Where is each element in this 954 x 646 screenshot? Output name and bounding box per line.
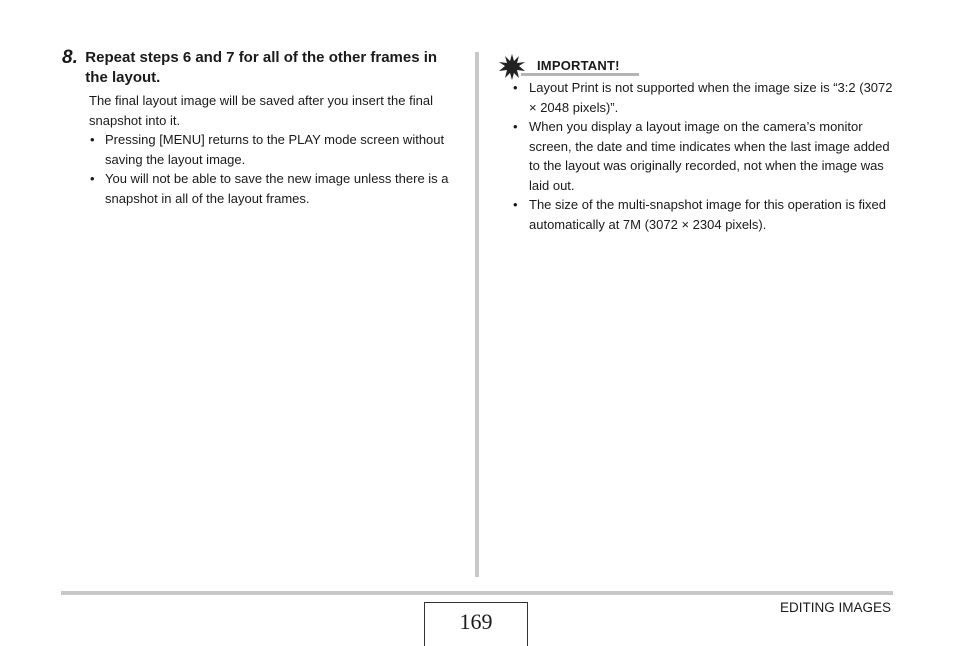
important-section xyxy=(499,54,894,234)
list-item xyxy=(499,78,894,117)
column-divider xyxy=(475,52,479,577)
bullet-marker: • xyxy=(90,132,95,147)
bullet-marker: • xyxy=(513,197,518,212)
important-label: IMPORTANT! xyxy=(537,58,620,73)
step-heading xyxy=(62,48,457,88)
list-item xyxy=(89,130,457,169)
bullet-marker: • xyxy=(90,171,95,186)
step-bullet-list xyxy=(89,130,457,208)
important-underline xyxy=(521,73,639,76)
page-number: 169 xyxy=(424,602,528,646)
list-item xyxy=(499,117,894,195)
bullet-text: Pressing [MENU] returns to the PLAY mode screen without saving the layout image. xyxy=(105,132,445,167)
footer-divider xyxy=(61,591,893,595)
important-heading xyxy=(499,54,894,78)
bullet-text: You will not be able to save the new image unless there is a snapshot in all of the layout frames. xyxy=(105,171,449,206)
bullet-text: Layout Print is not supported when the image size is “3:2 (3072 × 2048 pixels)”. xyxy=(529,80,893,115)
bullet-marker: • xyxy=(513,80,518,95)
bullet-text: The size of the multi-snapshot image for this operation is fixed automatically at 7M (3072 × 2304 pixels). xyxy=(529,197,886,232)
section-label: EDITING IMAGES xyxy=(779,600,891,615)
step-section xyxy=(62,48,457,208)
bullet-marker: • xyxy=(513,119,518,134)
step-number: 8. xyxy=(62,47,78,68)
list-item xyxy=(89,169,457,208)
step-description: The final layout image will be saved after you insert the final snapshot into it. xyxy=(89,93,433,128)
step-title: Repeat steps 6 and 7 for all of the other frames in the layout. xyxy=(85,49,438,86)
list-item xyxy=(499,195,894,234)
important-bullet-list xyxy=(499,78,894,234)
bullet-text: When you display a layout image on the camera’s monitor screen, the date and time indicates when the last image added to the layout was originally recorded, not when the image was laid out. xyxy=(529,119,890,193)
step-body xyxy=(89,91,457,208)
burst-icon xyxy=(499,54,525,80)
